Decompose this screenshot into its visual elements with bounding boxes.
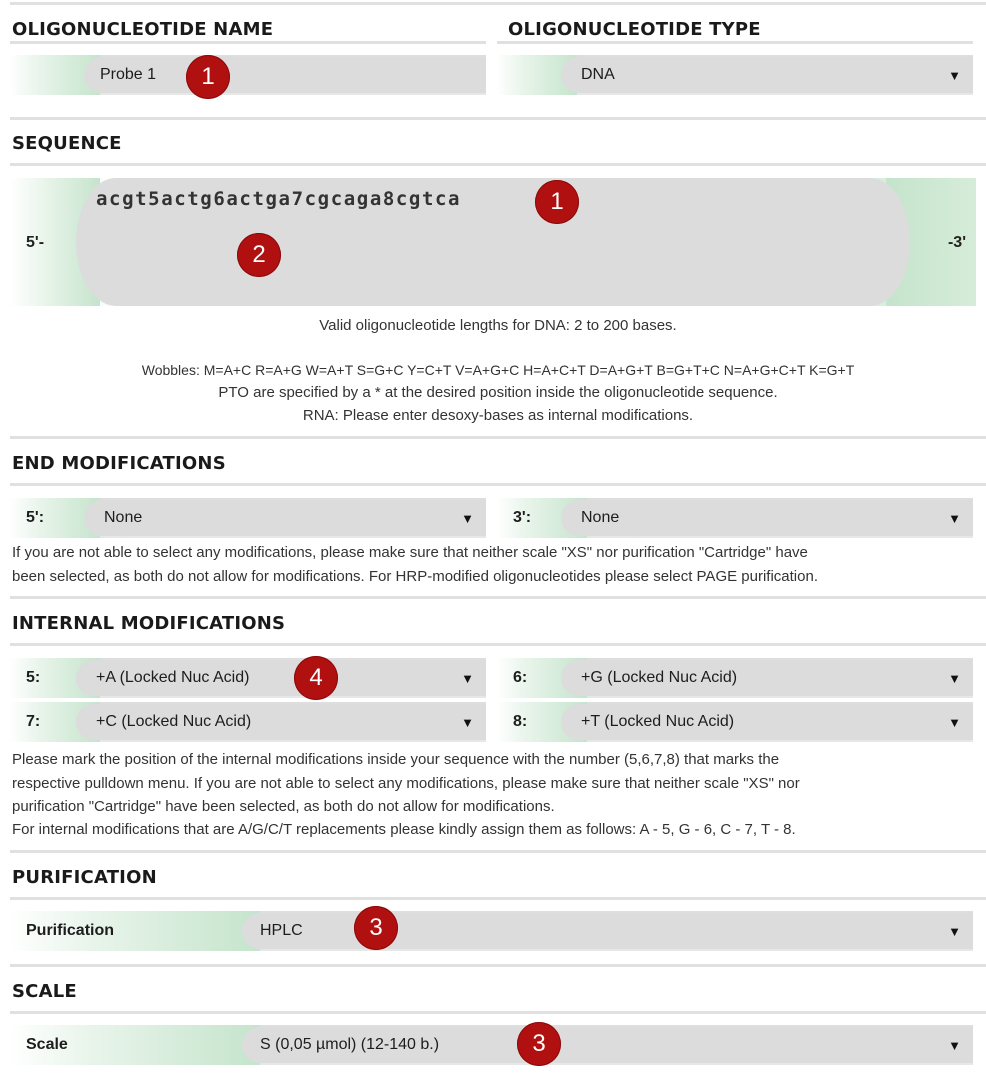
internal-mod-7-value: +C (Locked Nuc Acid) [96, 713, 252, 730]
three-prime-label: -3' [947, 234, 966, 251]
five-prime-mod-value: None [104, 509, 143, 526]
end-mods-header: END MODIFICATIONS [12, 453, 226, 474]
internal-mod-8-select[interactable] [497, 702, 973, 742]
chevron-down-icon: ▼ [948, 1037, 961, 1053]
internal-mods-note-2: respective pulldown menu. If you are not able to select any modifications, please make sure that neither scale "XS" nor [12, 775, 800, 792]
chevron-down-icon: ▼ [948, 670, 961, 686]
annotation-badge-4: 4 [294, 656, 338, 700]
pto-note-text: PTO are specified by a * at the desired position inside the oligonucleotide sequence. [218, 384, 778, 401]
oligo-name-input[interactable] [84, 57, 486, 93]
rna-note-text: RNA: Please enter desoxy-bases as internal modifications. [302, 407, 694, 424]
oligo-type-header: OLIGONUCLEOTIDE TYPE [508, 19, 761, 40]
sequence-header: SEQUENCE [12, 133, 122, 154]
internal-mods-note-4: For internal modifications that are A/G/C/T replacements please kindly assign them as follows: A - 5, G - 6, C - 7, T - 8. [12, 821, 796, 838]
wobbles-text: Wobbles: M=A+C R=A+G W=A+T S=G+C Y=C+T V=A+G+C H=A+C+T D=A+G+T B=G+T+C N=A+G+C+T K=G+T [141, 362, 855, 378]
annotation-badge-2: 2 [237, 233, 281, 277]
chevron-down-icon: ▼ [461, 510, 474, 526]
chevron-down-icon: ▼ [461, 670, 474, 686]
purification-label: Purification [10, 911, 260, 951]
internal-mod-5-value: +A (Locked Nuc Acid) [96, 669, 250, 686]
oligo-type-select[interactable] [497, 55, 973, 95]
purification-header: PURIFICATION [12, 867, 157, 888]
internal-mod-8-label: 8: [497, 702, 587, 742]
oligo-name-field[interactable] [10, 55, 486, 95]
annotation-badge-1: 1 [186, 55, 230, 99]
scale-value: S (0,05 µmol) (12-140 b.) [260, 1036, 440, 1053]
internal-mods-header: INTERNAL MODIFICATIONS [12, 613, 286, 634]
three-prime-mod-label: 3': [497, 498, 587, 538]
sequence-textarea[interactable] [76, 178, 910, 306]
scale-header: SCALE [12, 981, 77, 1002]
internal-mods-note-3: purification "Cartridge" have been selected, as both do not allow for modifications. [12, 798, 555, 815]
sequence-value: acgt5actg6actga7cgcaga8cgtca [96, 188, 462, 210]
scale-label: Scale [10, 1025, 260, 1065]
internal-mod-6-select[interactable] [497, 658, 973, 698]
internal-mod-5-label: 5: [10, 658, 100, 698]
valid-lengths-text: Valid oligonucleotide lengths for DNA: 2 to 200 bases. [319, 317, 677, 334]
end-mods-note-2: been selected, as both do not allow for modifications. For HRP-modified oligonucleotides please select PAGE purification. [12, 568, 818, 585]
chevron-down-icon: ▼ [461, 714, 474, 730]
internal-mod-7-label: 7: [10, 702, 100, 742]
oligo-name-header: OLIGONUCLEOTIDE NAME [12, 19, 274, 40]
oligo-type-value: DNA [581, 66, 615, 83]
annotation-badge-3-purification: 3 [354, 906, 398, 950]
five-prime-mod-label: 5': [10, 498, 100, 538]
three-prime-mod-value: None [581, 509, 620, 526]
five-prime-mod-select[interactable] [10, 498, 486, 538]
chevron-down-icon: ▼ [948, 67, 961, 83]
purification-select[interactable] [10, 911, 973, 951]
chevron-down-icon: ▼ [948, 923, 961, 939]
internal-mod-6-value: +G (Locked Nuc Acid) [581, 669, 738, 686]
internal-mod-7-select[interactable] [10, 702, 486, 742]
annotation-badge-3-scale: 3 [517, 1022, 561, 1066]
internal-mods-note-1: Please mark the position of the internal modifications inside your sequence with the number (5,6,7,8) that marks the [12, 751, 780, 768]
purification-value: HPLC [260, 922, 303, 939]
internal-mod-8-value: +T (Locked Nuc Acid) [581, 713, 735, 730]
internal-mod-5-select[interactable] [10, 658, 486, 698]
chevron-down-icon: ▼ [948, 714, 961, 730]
internal-mod-6-label: 6: [497, 658, 587, 698]
annotation-badge-1-sequence: 1 [535, 180, 579, 224]
three-prime-mod-select[interactable] [497, 498, 973, 538]
scale-select[interactable] [10, 1025, 973, 1065]
end-mods-note-1: If you are not able to select any modifications, please make sure that neither scale "XS" nor purification "Cartridge" have [12, 544, 808, 561]
oligo-name-value: Probe 1 [100, 66, 157, 83]
sequence-box [10, 178, 976, 306]
five-prime-label: 5'- [26, 234, 45, 251]
chevron-down-icon: ▼ [948, 510, 961, 526]
